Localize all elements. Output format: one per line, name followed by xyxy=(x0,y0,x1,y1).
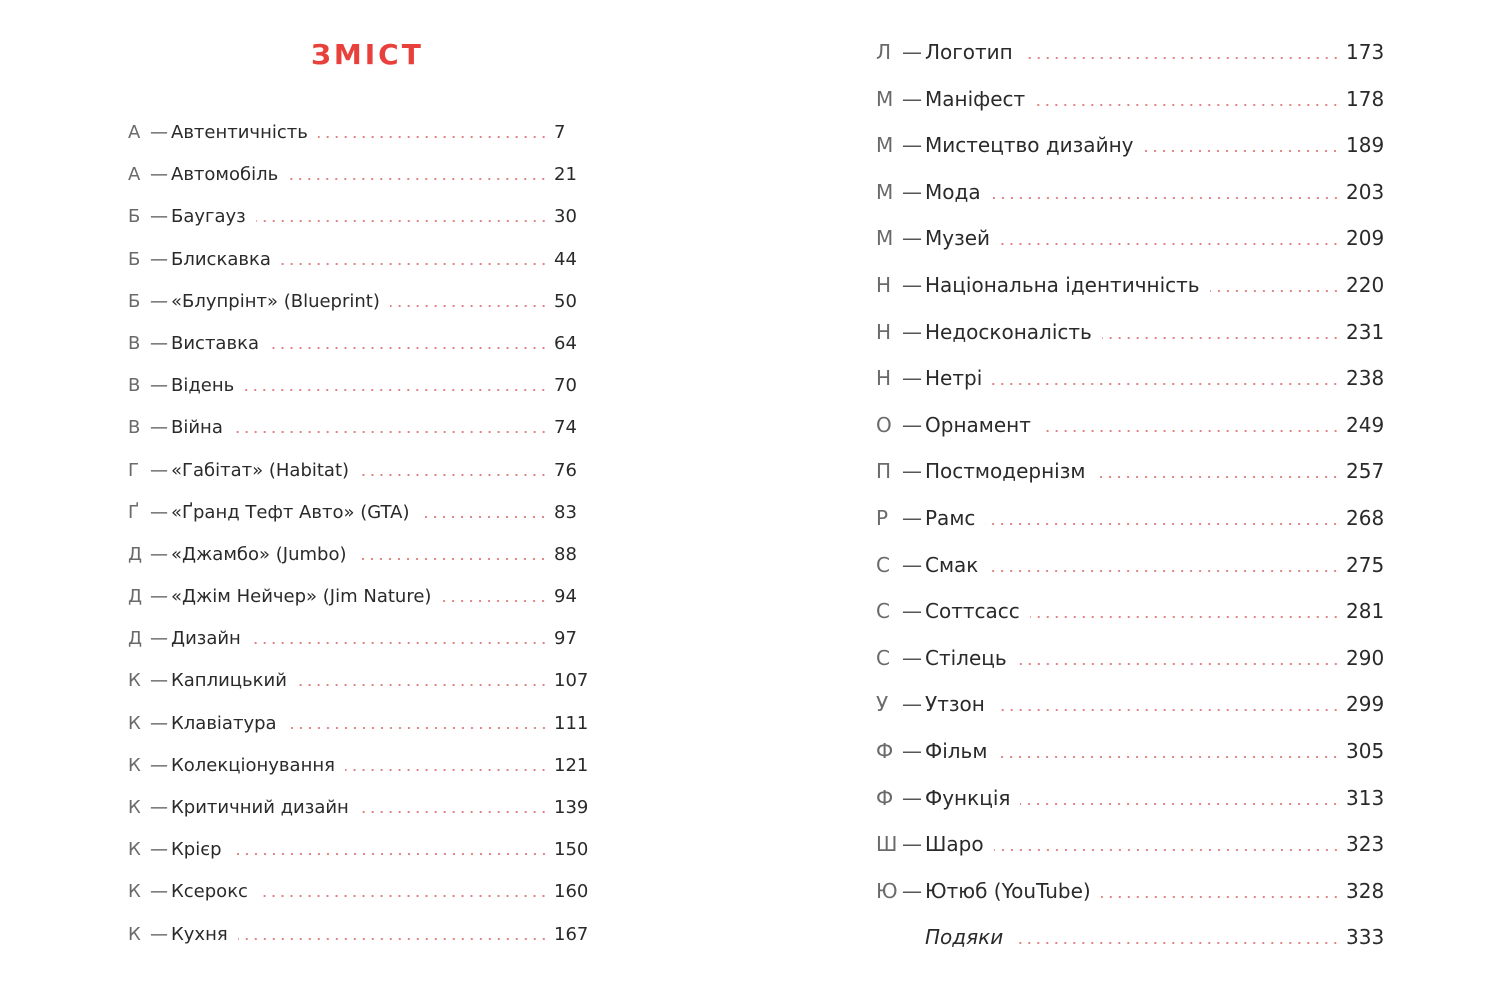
toc-entry-letter: М xyxy=(876,133,894,158)
toc-entry-dash: — xyxy=(902,86,922,111)
toc-entry[interactable] xyxy=(128,839,590,881)
toc-entry[interactable] xyxy=(128,249,590,291)
toc-entry-term: Маніфест xyxy=(925,86,1026,111)
toc-entry-page-number: 305 xyxy=(1346,738,1385,763)
toc-entry-page-number: 30 xyxy=(554,206,577,228)
toc-entry-letter: У xyxy=(876,692,889,717)
toc-entry-term: Колекціонування xyxy=(171,754,335,776)
toc-entry-letter: К xyxy=(128,754,141,776)
toc-entry-page-number: 220 xyxy=(1346,272,1385,297)
toc-entry-page-number: 150 xyxy=(554,839,589,861)
toc-entry-letter: Л xyxy=(876,40,892,64)
toc-entry[interactable] xyxy=(876,133,1388,180)
toc-entry-letter: Ф xyxy=(876,785,894,810)
dot-leader xyxy=(1143,150,1340,152)
toc-entry-page-number: 139 xyxy=(554,797,589,818)
toc-entry-dash: — xyxy=(150,923,168,945)
toc-entry-term: Національна ідентичність xyxy=(925,272,1200,297)
toc-entry[interactable] xyxy=(876,739,1388,786)
toc-entry-dash: — xyxy=(150,754,168,776)
toc-entry-dash: — xyxy=(902,552,922,577)
toc-entry-term: Крієр xyxy=(171,839,222,861)
toc-entry-letter: М xyxy=(876,86,894,111)
toc-entry-dash: — xyxy=(902,785,922,810)
toc-entry-dash: — xyxy=(150,670,168,692)
dot-leader xyxy=(1017,663,1340,665)
toc-left-column xyxy=(128,122,590,966)
toc-entry-letter: А xyxy=(128,164,141,186)
toc-entry[interactable] xyxy=(876,925,1388,972)
toc-entry-letter: Б xyxy=(128,248,141,270)
toc-entry-dash: — xyxy=(902,599,922,624)
toc-entry-term: Критичний дизайн xyxy=(171,797,349,818)
toc-entry-term: «Габітат» (Habitat) xyxy=(171,459,350,481)
dot-leader xyxy=(1041,430,1340,432)
toc-entry-page-number: 281 xyxy=(1346,599,1385,624)
toc-entry-term: Недосконалість xyxy=(925,319,1092,344)
dot-leader xyxy=(281,263,548,265)
dot-leader xyxy=(345,769,548,771)
toc-entry[interactable] xyxy=(876,553,1388,600)
dot-leader xyxy=(441,600,548,602)
dot-leader xyxy=(1101,896,1340,898)
toc-entry-letter: К xyxy=(128,923,141,945)
toc-entry-term: Орнамент xyxy=(925,412,1031,437)
toc-entry[interactable] xyxy=(876,879,1388,926)
toc-entry[interactable] xyxy=(128,460,590,502)
toc-entry[interactable] xyxy=(876,413,1388,460)
toc-entry-page-number: 238 xyxy=(1346,366,1385,391)
toc-entry-term: Баугауз xyxy=(171,206,246,228)
toc-entry[interactable] xyxy=(876,459,1388,506)
dot-leader xyxy=(1000,243,1340,245)
toc-entry-letter: Д xyxy=(128,586,143,608)
toc-entry-letter: Ф xyxy=(876,738,894,763)
toc-entry-page-number: 64 xyxy=(554,332,577,354)
toc-entry[interactable] xyxy=(128,502,590,544)
toc-entry-page-number: 257 xyxy=(1346,459,1385,484)
toc-entry-dash: — xyxy=(150,839,168,861)
toc-entry-letter: Д xyxy=(128,543,143,565)
dot-leader xyxy=(258,895,548,897)
toc-entry-term: Каплицький xyxy=(171,670,287,692)
toc-entry[interactable] xyxy=(128,544,590,586)
toc-entry-term: Музей xyxy=(925,226,991,251)
toc-entry-term: «Джамбо» (Jumbo) xyxy=(171,543,347,565)
toc-entry-letter: М xyxy=(876,179,894,204)
toc-entry-dash: — xyxy=(150,543,168,565)
toc-entry-dash: — xyxy=(150,501,168,523)
toc-entry-letter: Н xyxy=(876,319,892,344)
toc-entry[interactable] xyxy=(876,786,1388,833)
toc-entry-term: «Ґранд Тефт Авто» (GTA) xyxy=(171,501,410,523)
toc-entry-letter: В xyxy=(128,417,141,439)
dot-leader xyxy=(232,853,548,855)
toc-entry-page-number: 94 xyxy=(554,586,577,608)
dot-leader xyxy=(356,558,548,560)
toc-entry[interactable] xyxy=(876,87,1388,134)
toc-entry-dash: — xyxy=(902,179,922,204)
toc-entry[interactable] xyxy=(128,797,590,839)
toc-entry-page-number: 290 xyxy=(1346,645,1385,670)
toc-entry-letter: Ґ xyxy=(128,501,139,523)
toc-entry-letter: Г xyxy=(128,459,139,481)
toc-entry-dash: — xyxy=(902,366,922,391)
dot-leader xyxy=(297,684,548,686)
toc-entry-term: Ютюб (YouTube) xyxy=(925,878,1091,903)
dot-leader xyxy=(390,305,548,307)
toc-entry[interactable] xyxy=(876,40,1388,87)
toc-entry-page-number: 268 xyxy=(1346,505,1385,530)
toc-entry-dash: — xyxy=(150,797,168,818)
toc-entry-dash: — xyxy=(150,712,168,734)
toc-entry-letter: К xyxy=(128,839,141,861)
toc-entry-page-number: 44 xyxy=(554,248,577,270)
dot-leader xyxy=(359,474,548,476)
toc-entry[interactable] xyxy=(876,180,1388,227)
toc-entry-dash: — xyxy=(150,586,168,608)
toc-entry-page-number: 173 xyxy=(1346,40,1385,64)
toc-entry[interactable] xyxy=(128,122,590,164)
toc-entry-dash: — xyxy=(902,692,922,717)
toc-entry-letter: В xyxy=(128,375,141,397)
toc-entry[interactable] xyxy=(128,670,590,712)
dot-leader xyxy=(994,849,1340,851)
toc-entry-page-number: 50 xyxy=(554,290,577,312)
page-title: ЗМІСТ xyxy=(311,38,424,71)
toc-entry-dash: — xyxy=(902,878,922,903)
toc-entry-page-number: 83 xyxy=(554,501,577,523)
dot-leader xyxy=(359,811,548,813)
toc-entry-page-number: 249 xyxy=(1346,412,1385,437)
toc-entry-letter: К xyxy=(128,712,141,734)
toc-entry-term: «Блупрінт» (Blueprint) xyxy=(171,290,380,312)
dot-leader xyxy=(1013,942,1340,944)
toc-entry[interactable] xyxy=(876,366,1388,413)
toc-entry-term: Відень xyxy=(171,375,235,397)
toc-entry-page-number: 160 xyxy=(554,881,589,903)
toc-entry-page-number: 121 xyxy=(554,754,589,776)
toc-entry-dash: — xyxy=(150,881,168,903)
toc-entry-dash: — xyxy=(902,738,922,763)
toc-entry-dash: — xyxy=(902,645,922,670)
dot-leader xyxy=(1020,803,1340,805)
toc-entry-term: Мода xyxy=(925,179,981,204)
toc-entry-page-number: 209 xyxy=(1346,226,1385,251)
dot-leader xyxy=(1030,616,1340,618)
toc-entry-dash: — xyxy=(902,459,922,484)
toc-entry-page-number: 178 xyxy=(1346,86,1385,111)
dot-leader xyxy=(991,197,1340,199)
toc-entry-page-number: 333 xyxy=(1346,925,1385,950)
toc-entry-letter: Ш xyxy=(876,832,898,857)
dot-leader xyxy=(1102,337,1340,339)
toc-entry[interactable] xyxy=(876,646,1388,693)
toc-entry-term: Війна xyxy=(171,417,223,439)
toc-entry-term: Автентичність xyxy=(171,122,308,143)
toc-entry[interactable] xyxy=(876,599,1388,646)
toc-entry-dash: — xyxy=(902,412,922,437)
toc-entry-letter: В xyxy=(128,332,141,354)
dot-leader xyxy=(419,516,548,518)
toc-entry-letter: П xyxy=(876,459,892,484)
toc-entry-term: Подяки xyxy=(925,925,1004,950)
toc-entry-term: Соттсасс xyxy=(925,599,1020,624)
toc-entry[interactable] xyxy=(128,333,590,375)
toc-entry-page-number: 313 xyxy=(1346,785,1385,810)
toc-entry-page-number: 21 xyxy=(554,164,577,186)
toc-entry-term: Блискавка xyxy=(171,248,271,270)
toc-entry[interactable] xyxy=(128,206,590,248)
toc-entry-dash: — xyxy=(902,272,922,297)
toc-entry-term: Смак xyxy=(925,552,979,577)
toc-entry-term: Автомобіль xyxy=(171,164,279,186)
toc-entry-dash: — xyxy=(902,505,922,530)
toc-entry-term: Клавіатура xyxy=(171,712,277,734)
toc-entry[interactable] xyxy=(128,881,590,923)
toc-entry-page-number: 299 xyxy=(1346,692,1385,717)
toc-entry-term: Рамс xyxy=(925,505,976,530)
toc-entry-letter: Б xyxy=(128,290,141,312)
toc-entry-page-number: 203 xyxy=(1346,179,1385,204)
toc-entry-term: Мистецтво дизайну xyxy=(925,133,1134,158)
toc-entry-letter: К xyxy=(128,670,141,692)
toc-entry-dash: — xyxy=(150,248,168,270)
toc-entry-dash: — xyxy=(902,832,922,857)
toc-entry-letter: Н xyxy=(876,366,892,391)
dot-leader xyxy=(1210,290,1340,292)
toc-entry-dash: — xyxy=(150,628,168,650)
dot-leader xyxy=(1095,476,1340,478)
dot-leader xyxy=(985,523,1340,525)
toc-entry-page-number: 76 xyxy=(554,459,577,481)
toc-entry-dash: — xyxy=(902,133,922,158)
toc-entry-term: Кухня xyxy=(171,923,228,945)
toc-entry[interactable] xyxy=(128,417,590,459)
toc-entry[interactable] xyxy=(876,506,1388,553)
toc-entry-page-number: 97 xyxy=(554,628,577,650)
toc-entry-letter: Д xyxy=(128,628,143,650)
toc-right-column xyxy=(876,40,1388,972)
toc-entry-letter: Р xyxy=(876,505,889,530)
toc-entry-letter: С xyxy=(876,552,890,577)
toc-entry-dash: — xyxy=(150,206,168,228)
toc-entry[interactable] xyxy=(128,713,590,755)
toc-entry-term: Шаро xyxy=(925,832,984,857)
toc-entry-letter: Б xyxy=(128,206,141,228)
dot-leader xyxy=(288,178,548,180)
dot-leader xyxy=(238,938,548,940)
toc-entry-term: Фільм xyxy=(925,738,988,763)
toc-entry[interactable] xyxy=(128,924,590,966)
toc-entry[interactable] xyxy=(876,692,1388,739)
toc-entry-letter: С xyxy=(876,599,890,624)
dot-leader xyxy=(244,389,548,391)
toc-entry-letter: К xyxy=(128,881,141,903)
toc-entry-page-number: 7 xyxy=(554,122,566,143)
dot-leader xyxy=(269,347,548,349)
toc-entry-term: Утзон xyxy=(925,692,985,717)
toc-entry[interactable] xyxy=(128,291,590,333)
toc-entry-page-number: 88 xyxy=(554,543,577,565)
toc-entry-term: Дизайн xyxy=(171,628,241,650)
toc-entry-term: «Джім Нейчер» (Jim Nature) xyxy=(171,586,432,608)
toc-entry[interactable] xyxy=(128,628,590,670)
toc-entry[interactable] xyxy=(128,755,590,797)
toc-entry[interactable] xyxy=(876,273,1388,320)
toc-entry[interactable] xyxy=(876,226,1388,273)
toc-entry-page-number: 323 xyxy=(1346,832,1385,857)
toc-entry-dash: — xyxy=(902,319,922,344)
toc-entry-page-number: 231 xyxy=(1346,319,1385,344)
dot-leader xyxy=(251,642,548,644)
toc-entry-dash: — xyxy=(150,290,168,312)
dot-leader xyxy=(992,383,1340,385)
toc-entry-page-number: 107 xyxy=(554,670,589,692)
toc-entry-letter: М xyxy=(876,226,894,251)
toc-entry-page-number: 328 xyxy=(1346,878,1385,903)
toc-entry-letter: Н xyxy=(876,272,892,297)
toc-entry-page-number: 167 xyxy=(554,923,589,945)
toc-entry-letter: С xyxy=(876,645,890,670)
toc-entry-term: Логотип xyxy=(925,40,1013,64)
toc-entry-term: Виставка xyxy=(171,332,259,354)
toc-entry-term: Функція xyxy=(925,785,1011,810)
toc-entry-page-number: 111 xyxy=(554,712,589,734)
toc-entry[interactable] xyxy=(128,375,590,417)
toc-entry-dash: — xyxy=(902,226,922,251)
dot-leader xyxy=(287,727,548,729)
toc-entry[interactable] xyxy=(876,320,1388,367)
dot-leader xyxy=(1035,104,1340,106)
toc-entry-letter: А xyxy=(128,122,141,143)
toc-entry[interactable] xyxy=(128,164,590,206)
toc-entry[interactable] xyxy=(128,586,590,628)
dot-leader xyxy=(233,431,548,433)
toc-entry-dash: — xyxy=(150,417,168,439)
toc-entry-dash: — xyxy=(150,122,168,143)
toc-entry-letter: О xyxy=(876,412,892,437)
dot-leader xyxy=(988,570,1340,572)
dot-leader xyxy=(995,709,1340,711)
toc-entry-dash: — xyxy=(150,375,168,397)
dot-leader xyxy=(997,756,1340,758)
dot-leader xyxy=(1023,57,1340,59)
toc-entry-term: Нетрі xyxy=(925,366,983,391)
toc-entry-dash: — xyxy=(902,40,922,64)
toc-entry-letter: К xyxy=(128,797,141,818)
dot-leader xyxy=(256,220,548,222)
toc-entry-dash: — xyxy=(150,332,168,354)
toc-entry-term: Ксерокс xyxy=(171,881,248,903)
toc-entry-dash: — xyxy=(150,164,168,186)
toc-entry[interactable] xyxy=(876,832,1388,879)
toc-entry-letter: Ю xyxy=(876,878,898,903)
toc-entry-dash: — xyxy=(150,459,168,481)
toc-entry-page-number: 74 xyxy=(554,417,577,439)
toc-entry-page-number: 189 xyxy=(1346,133,1385,158)
toc-entry-page-number: 275 xyxy=(1346,552,1385,577)
toc-entry-term: Постмодернізм xyxy=(925,459,1086,484)
toc-entry-term: Стілець xyxy=(925,645,1007,670)
toc-entry-page-number: 70 xyxy=(554,375,577,397)
dot-leader xyxy=(318,136,548,138)
